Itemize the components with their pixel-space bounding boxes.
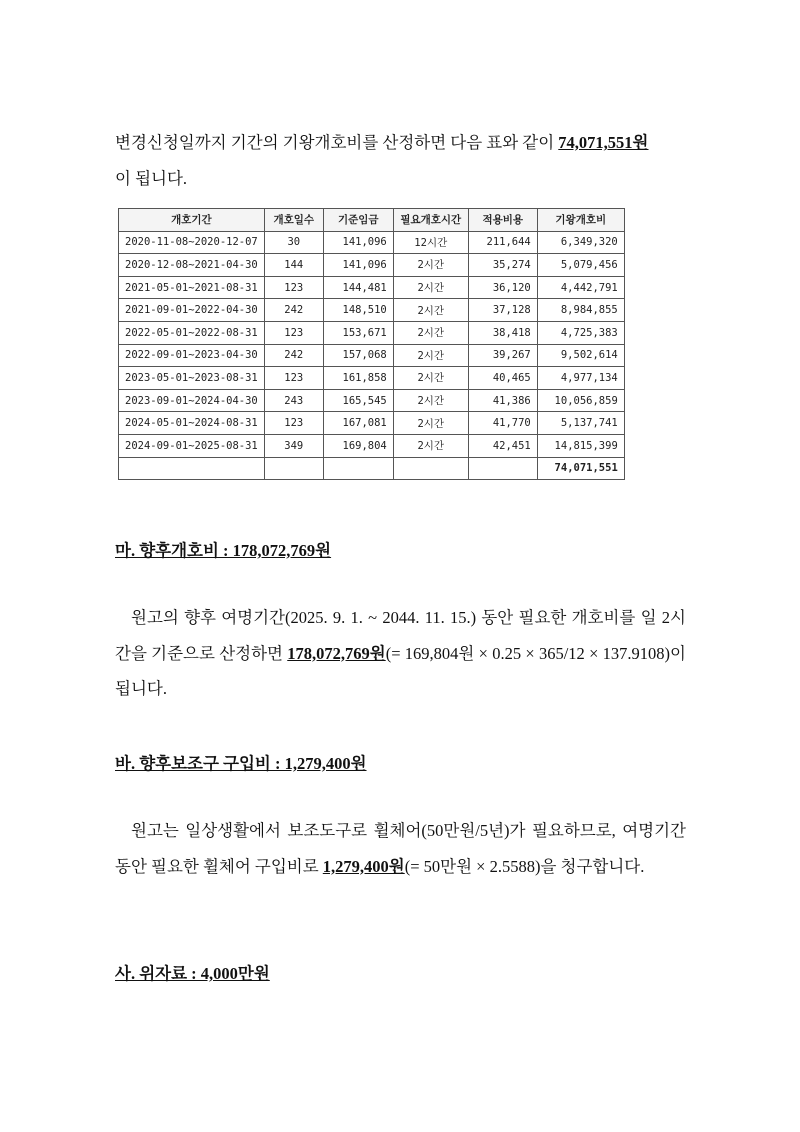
table-row [119,254,625,277]
table-cell: 5,137,741 [537,412,624,435]
table-cell: 30 [264,231,323,254]
table-cell: 2시간 [393,412,468,435]
table-cell: 2021-05-01~2021-08-31 [119,276,265,299]
table-cell: 41,770 [468,412,537,435]
section-ba-text-2: (= 50만원 × 2.5588)을 청구합니다. [404,856,645,876]
table-cell: 6,349,320 [537,231,624,254]
table-row [119,389,625,412]
table-cell: 123 [264,276,323,299]
table-cell: 5,079,456 [537,254,624,277]
section-ma-amount: 178,072,769원 [287,643,386,663]
section-ma-text: 원고의 향후 여명기간(2025. 9. 1. ~ 2044. 11. 15.) 동안 필요한 개호비를 일 2시간을 기준으로 산정하면 [115,608,686,663]
table-total-cell: 74,071,551 [537,457,624,480]
table-cell: 2023-09-01~2024-04-30 [119,389,265,412]
table-cell: 2024-05-01~2024-08-31 [119,412,265,435]
table-cell-empty [468,457,537,480]
table-cell: 4,977,134 [537,367,624,390]
table-cell: 14,815,399 [537,434,624,457]
section-ma-paragraph [115,600,686,707]
table-cell: 38,418 [468,321,537,344]
table-cell: 2시간 [393,321,468,344]
table-cell: 161,858 [323,367,393,390]
table-cell: 2024-09-01~2025-08-31 [119,434,265,457]
table-cell-empty [119,457,265,480]
table-cell-empty [393,457,468,480]
table-cell: 2021-09-01~2022-04-30 [119,299,265,322]
section-ba-amount: 1,279,400원 [322,856,405,876]
table-header: 기준임금 [323,209,393,232]
table-cell: 10,056,859 [537,389,624,412]
table-cell: 349 [264,434,323,457]
table-header: 적용비용 [468,209,537,232]
table-cell: 2시간 [393,389,468,412]
table-cell: 123 [264,412,323,435]
table-cell: 144 [264,254,323,277]
table-header-row [119,209,625,232]
table-row [119,321,625,344]
table-cell: 157,068 [323,344,393,367]
table-row [119,344,625,367]
table-row [119,299,625,322]
table-cell: 2시간 [393,434,468,457]
table-cell: 12시간 [393,231,468,254]
intro-paragraph [115,125,686,196]
table-cell: 242 [264,299,323,322]
table-cell: 123 [264,367,323,390]
table-cell: 2020-12-08~2021-04-30 [119,254,265,277]
table-cell: 2020-11-08~2020-12-07 [119,231,265,254]
table-cell: 8,984,855 [537,299,624,322]
table-cell: 2시간 [393,367,468,390]
table-cell: 41,386 [468,389,537,412]
section-ba-paragraph [115,813,686,884]
table-row [119,367,625,390]
table-cell: 40,465 [468,367,537,390]
table-cell: 123 [264,321,323,344]
table-cell: 144,481 [323,276,393,299]
intro-tail: 이 됩니다. [115,168,188,188]
table-cell: 2시간 [393,344,468,367]
table-cell: 211,644 [468,231,537,254]
table-cell: 167,081 [323,412,393,435]
table-header: 개호기간 [119,209,265,232]
table-cell: 153,671 [323,321,393,344]
table-cell: 169,804 [323,434,393,457]
table-row [119,412,625,435]
table-header: 개호일수 [264,209,323,232]
section-sa-heading: 사. 위자료 : 4,000만원 [115,964,270,983]
table-cell: 2022-05-01~2022-08-31 [119,321,265,344]
table-cell: 243 [264,389,323,412]
table-cell: 2시간 [393,299,468,322]
table-cell: 165,545 [323,389,393,412]
table-cell: 2시간 [393,254,468,277]
table-total-row [119,457,625,480]
table-cell: 9,502,614 [537,344,624,367]
table-cell: 242 [264,344,323,367]
table-header: 기왕개호비 [537,209,624,232]
table-cell: 4,442,791 [537,276,624,299]
past-care-cost-table [118,208,625,480]
table-row [119,231,625,254]
section-ba-heading: 바. 향후보조구 구입비 : 1,279,400원 [115,754,367,773]
table-header: 필요개호시간 [393,209,468,232]
table-cell: 141,096 [323,231,393,254]
intro-amount: 74,071,551원 [558,133,649,152]
table-cell: 2023-05-01~2023-08-31 [119,367,265,390]
table-cell: 42,451 [468,434,537,457]
table-cell: 2시간 [393,276,468,299]
table-cell: 37,128 [468,299,537,322]
table-row [119,434,625,457]
section-ma-text-2: (= 169,804원 × 0.25 × 365/12 × 137.9108)이 됩니다. [115,643,686,698]
table-cell: 36,120 [468,276,537,299]
table-row [119,276,625,299]
table-cell-empty [323,457,393,480]
table-cell: 39,267 [468,344,537,367]
table-cell: 148,510 [323,299,393,322]
table-cell: 141,096 [323,254,393,277]
table-cell-empty [264,457,323,480]
section-ba-text: 원고는 일상생활에서 보조도구로 휠체어(50만원/5년)가 필요하므로, 여명기간 동안 필요한 휠체어 구입비로 [115,821,686,876]
table-cell: 4,725,383 [537,321,624,344]
table-cell: 2022-09-01~2023-04-30 [119,344,265,367]
table-cell: 35,274 [468,254,537,277]
intro-text: 변경신청일까지 기간의 기왕개호비를 산정하면 다음 표와 같이 [115,133,559,152]
section-ma-heading: 마. 향후개호비 : 178,072,769원 [115,541,332,560]
